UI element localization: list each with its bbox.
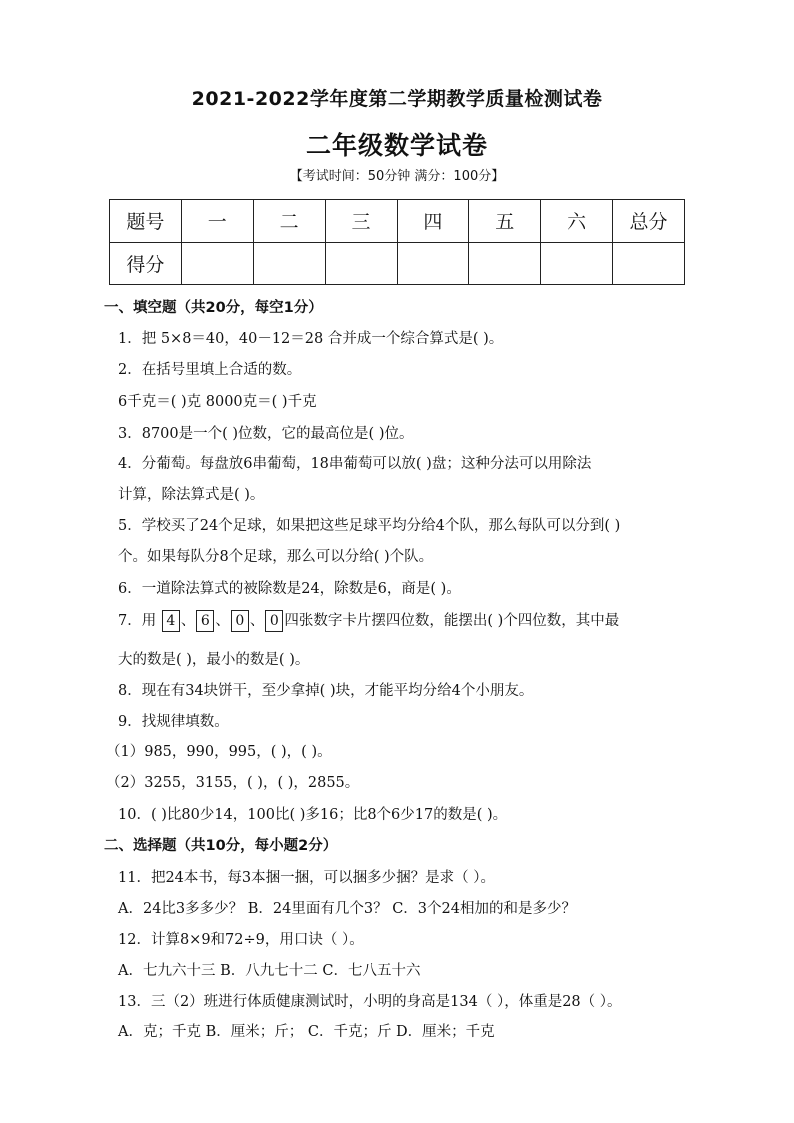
score-header-cell: 总分: [613, 200, 685, 243]
question-13: 13．三（2）班进行体质健康测试时，小明的身高是134（ ），体重是28（ ）。: [118, 994, 622, 1010]
question-9-part-1: （1）985，990，995，( )，( )。: [106, 744, 332, 760]
question-7-line-2: 大的数是( )，最小的数是( )。: [118, 652, 310, 668]
score-header-cell: 三: [325, 200, 397, 243]
question-12: 12．计算8×9和72÷9，用口诀（ ）。: [118, 932, 364, 948]
score-header-cell: 六: [541, 200, 613, 243]
question-4-line-1: 4．分葡萄。每盘放6串葡萄，18串葡萄可以放( )盘；这种分法可以用除法: [118, 456, 592, 472]
question-9: 9．找规律填数。: [118, 714, 229, 730]
score-cell[interactable]: [613, 242, 685, 285]
digit-card-0: 0: [231, 610, 249, 632]
score-header-cell: 二: [253, 200, 325, 243]
exam-info: 【考试时间：50分钟 满分：100分】: [289, 169, 505, 184]
question-12-options: A．七九六十三 B．八九七十二 C．七八五十六: [118, 963, 421, 979]
digit-card-4: 4: [162, 610, 180, 632]
question-2: 2．在括号里填上合适的数。: [118, 362, 302, 378]
digit-card-0: 0: [265, 610, 283, 632]
question-6: 6．一道除法算式的被除数是24，除数是6，商是( )。: [118, 581, 461, 597]
score-cell[interactable]: [325, 242, 397, 285]
score-cell[interactable]: [541, 242, 613, 285]
score-table-header-row: [110, 200, 685, 243]
question-13-options: A．克；千克 B．厘米；斤； C．千克；斤 D．厘米；千克: [118, 1024, 495, 1040]
question-10: 10．( )比80少14，100比( )多16；比8个6少17的数是( )。: [118, 807, 508, 823]
score-cell[interactable]: [181, 242, 253, 285]
question-9-part-2: （2）3255，3155，( )，( )，2855。: [106, 775, 360, 791]
question-7-line-1: 7．用 4 、 6 、 0 、 0 四张数字卡片摆四位数，能摆出( )个四位数，其中最: [118, 609, 619, 632]
exam-title: 2021-2022学年度第二学期教学质量检测试卷: [191, 88, 603, 110]
section-2-title: 二、选择题（共10分，每小题2分）: [104, 838, 338, 854]
question-11: 11．把24本书，每3本捆一捆，可以捆多少捆？是求（ ）。: [118, 870, 495, 886]
question-4-line-2: 计算，除法算式是( )。: [118, 487, 265, 503]
question-7-suffix: 四张数字卡片摆四位数，能摆出( )个四位数，其中最: [284, 613, 620, 629]
exam-subtitle: 二年级数学试卷: [305, 131, 488, 160]
score-table-score-row: [110, 242, 685, 285]
question-8: 8．现在有34块饼干，至少拿掉( )块，才能平均分给4个小朋友。: [118, 683, 534, 699]
score-cell[interactable]: [469, 242, 541, 285]
score-header-cell: 五: [469, 200, 541, 243]
question-1: 1．把 5×8＝40，40－12＝28 合并成一个综合算式是( )。: [118, 331, 504, 347]
score-table: [109, 199, 685, 285]
score-header-cell: 题号: [110, 200, 182, 243]
score-header-cell: 四: [397, 200, 469, 243]
question-7-prefix: 7．用: [118, 613, 157, 629]
question-3: 3．8700是一个( )位数，它的最高位是( )位。: [118, 426, 414, 442]
score-cell[interactable]: [253, 242, 325, 285]
score-row-label: 得分: [110, 242, 182, 285]
question-5-line-2: 个。如果每队分8个足球，那么可以分给( )个队。: [118, 549, 434, 565]
section-1-title: 一、填空题（共20分，每空1分）: [104, 300, 323, 316]
question-2-sub: 6千克＝( )克 8000克＝( )千克: [118, 394, 317, 410]
digit-card-6: 6: [196, 610, 214, 632]
score-header-cell: 一: [181, 200, 253, 243]
score-cell[interactable]: [397, 242, 469, 285]
question-5-line-1: 5．学校买了24个足球，如果把这些足球平均分给4个队，那么每队可以分到( ): [118, 518, 621, 534]
question-11-options: A．24比3多多少？ B．24里面有几个3？ C．3个24相加的和是多少？: [118, 901, 576, 917]
